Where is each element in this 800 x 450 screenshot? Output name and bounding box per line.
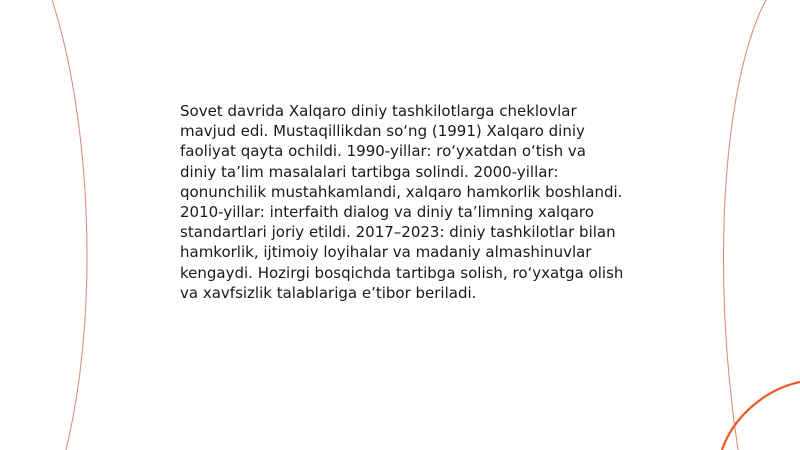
left-arc <box>52 0 87 450</box>
right-arc <box>723 0 766 450</box>
body-text: Sovet davrida Xalqaro diniy tashkilotlarga cheklovlar mavjud edi. Mustaqillikdan so‘ng (1991) Xalqaro diniy faoliyat qayta ochildi. 1990-yillar: ro‘yxatdan o‘tish va diniy ta’lim masalalari tartibga solindi. 2000-yillar: qonunchilik mustahkamlandi, xalqaro hamkorlik boshlandi. 2010-yillar: interfaith dialog va diniy ta’limning xalqaro standartlari joriy etildi. 2017–2023: diniy tashkilotlar bilan hamkorlik, ijtimoiy loyihalar va madaniy almashinuvlar kengaydi. Hozirgi bosqichda tartibga solish, ro‘yxatga olish va xavfsizlik talablariga e’tibor beriladi. <box>180 102 624 302</box>
